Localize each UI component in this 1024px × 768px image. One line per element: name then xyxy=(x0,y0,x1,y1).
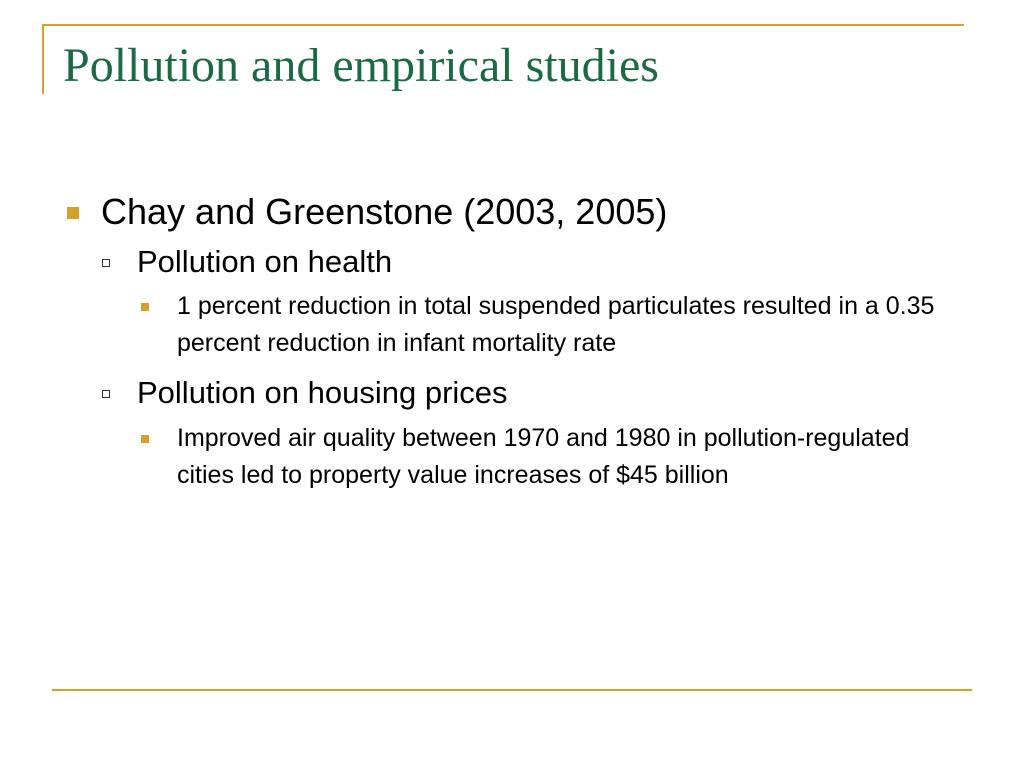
square-bullet-icon xyxy=(67,207,79,219)
bullet-text: Chay and Greenstone (2003, 2005) xyxy=(101,191,668,232)
square-bullet-icon xyxy=(141,303,149,311)
hollow-square-bullet-icon xyxy=(102,390,110,398)
sub-bullet-housing xyxy=(60,374,960,411)
square-bullet-icon xyxy=(141,435,149,443)
detail-bullet-property xyxy=(60,420,937,494)
detail-bullet-text: Improved air quality between 1970 and 1980 in pollution-regulated cities led to property value increases of $45 billion xyxy=(177,423,910,489)
hollow-square-bullet-icon xyxy=(102,259,110,267)
detail-bullet-text: 1 percent reduction in total suspended particulates resulted in a 0.35 percent reduction in infant mortality rate xyxy=(177,292,935,358)
bullet-chay-greenstone xyxy=(60,190,960,233)
bullet-list xyxy=(60,190,960,506)
sub-bullet-text: Pollution on health xyxy=(137,244,393,280)
frame-top-line xyxy=(42,24,964,26)
sub-bullet-health xyxy=(60,243,960,280)
sub-bullet-text: Pollution on housing prices xyxy=(137,375,508,411)
detail-bullet-mortality xyxy=(60,288,937,362)
frame-left-line xyxy=(42,24,44,94)
frame-bottom-line xyxy=(52,689,972,691)
slide-title: Pollution and empirical studies xyxy=(63,39,659,92)
